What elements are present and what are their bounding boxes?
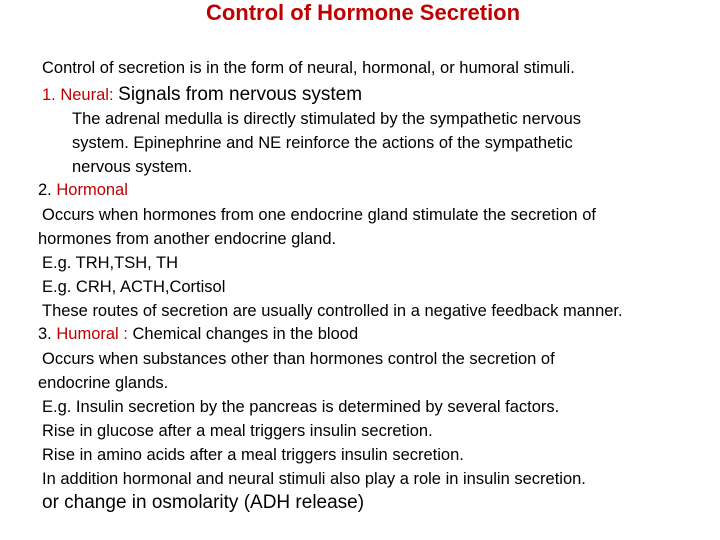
humoral-line: Rise in amino acids after a meal triggers insulin secretion. (42, 446, 464, 464)
neural-line: system. Epinephrine and NE reinforce the actions of the sympathetic (72, 134, 573, 152)
intro-text: Control of secretion is in the form of neural, hormonal, or humoral stimuli. (42, 59, 575, 77)
neural-label: 1. Neural: (42, 86, 114, 104)
hormonal-line: hormones from another endocrine gland. (38, 230, 337, 248)
hormonal-line: These routes of secretion are usually controlled in a negative feedback manner. (42, 302, 623, 320)
humoral-number: 3. (38, 325, 52, 343)
humoral-line: In addition hormonal and neural stimuli also play a role in insulin secretion. (42, 470, 586, 488)
neural-subheading: Signals from nervous system (118, 84, 363, 105)
humoral-line: E.g. Insulin secretion by the pancreas is determined by several factors. (42, 398, 560, 416)
neural-line: nervous system. (72, 158, 193, 176)
hormonal-heading (38, 180, 128, 200)
humoral-line: Rise in glucose after a meal triggers insulin secretion. (42, 422, 433, 440)
neural-line: The adrenal medulla is directly stimulated by the sympathetic nervous (72, 110, 581, 128)
hormonal-number: 2. (38, 181, 52, 199)
hormonal-label: Hormonal (56, 181, 128, 199)
humoral-line: Occurs when substances other than hormones control the secretion of (42, 350, 555, 368)
humoral-line: endocrine glands. (38, 374, 169, 392)
neural-heading (42, 84, 362, 106)
humoral-subheading: Chemical changes in the blood (132, 325, 359, 343)
humoral-footer: or change in osmolarity (ADH release) (42, 492, 365, 513)
humoral-label: Humoral : (56, 325, 128, 343)
page-title: Control of Hormone Secretion (205, 0, 521, 25)
hormonal-line: Occurs when hormones from one endocrine gland stimulate the secretion of (42, 206, 596, 224)
humoral-heading (38, 324, 358, 344)
hormonal-line: E.g. CRH, ACTH,Cortisol (42, 278, 226, 296)
hormonal-line: E.g. TRH,TSH, TH (42, 254, 178, 272)
